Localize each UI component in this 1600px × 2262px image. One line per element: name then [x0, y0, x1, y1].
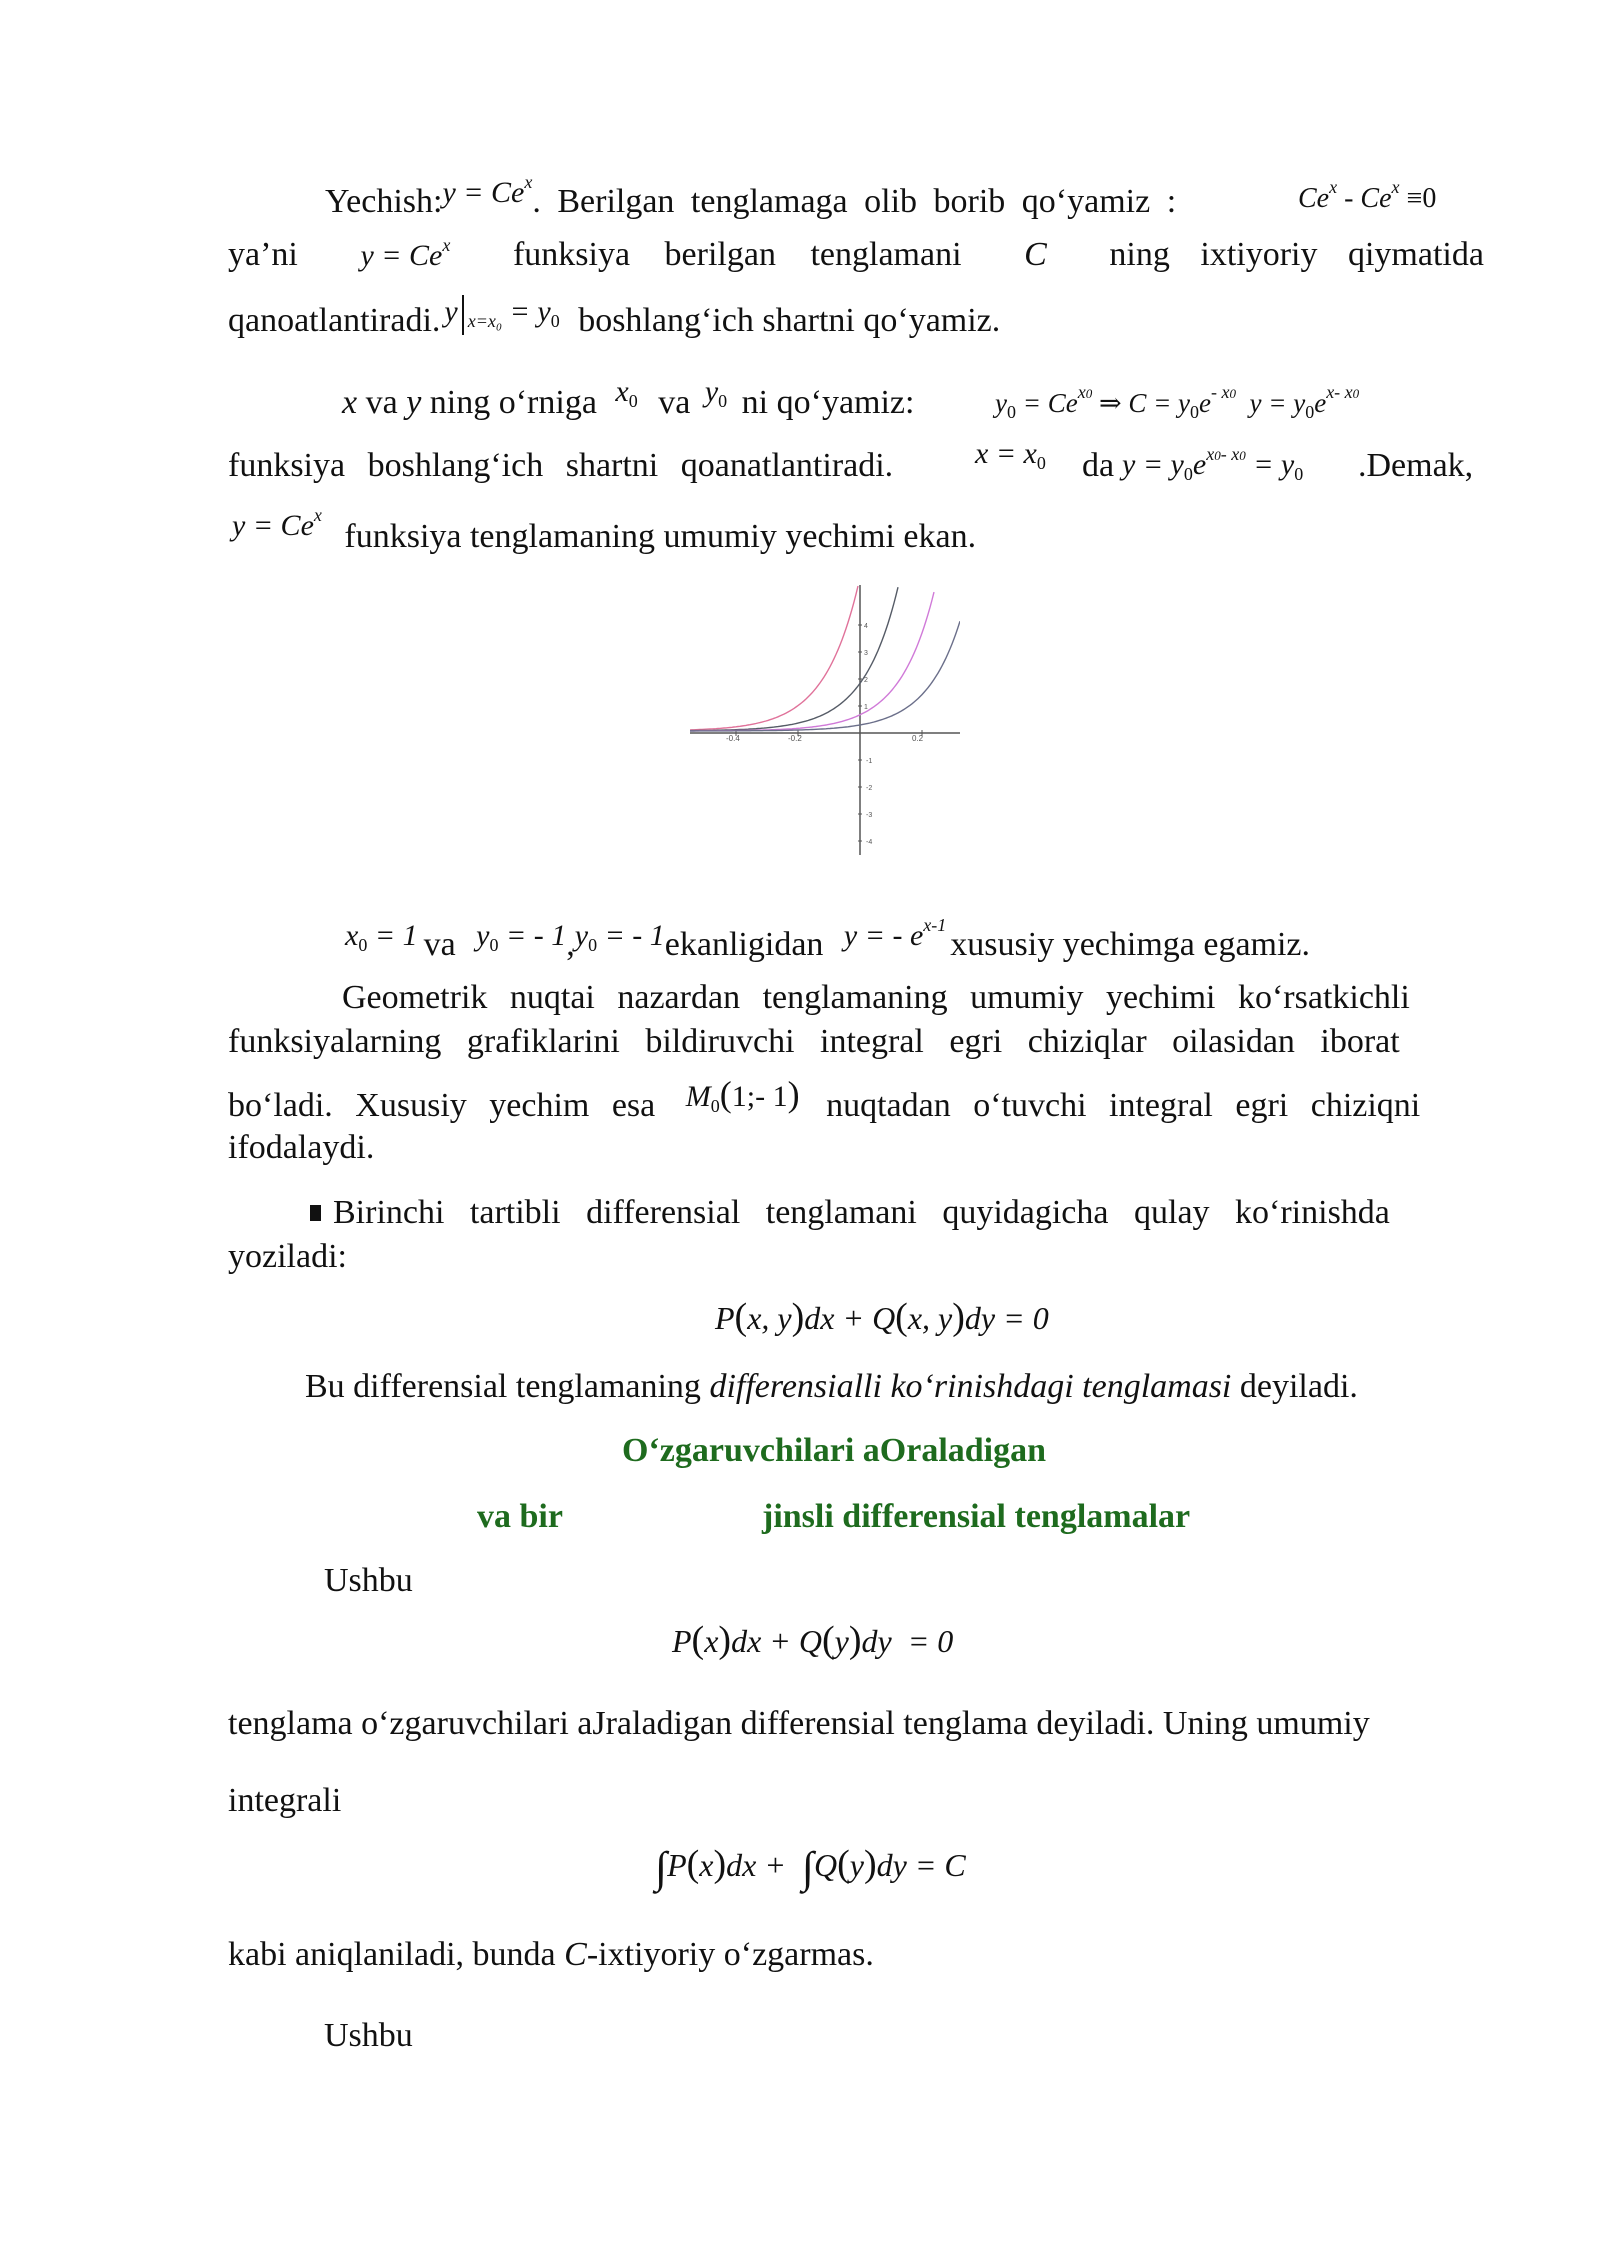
p4-line1: Geometrik nuqtai nazardan tenglamaning umumiy yechimi ko‘rsatkichli: [342, 979, 1410, 1016]
p1-line3: [228, 295, 1001, 351]
p1-line1: [325, 172, 1176, 223]
text: boshlang‘ich shartni qo‘yamiz.: [578, 302, 1001, 339]
text: ning ixtiyoriy qiymatida: [1109, 236, 1484, 273]
text: C: [1024, 236, 1047, 273]
p6-line: Bu differensial tenglamaning differensialli ko‘rinishdagi tenglamasi deyiladi.: [305, 1368, 1358, 1405]
formula: y $_{x=x_0} = y_0$: [444, 295, 559, 328]
p7-line2: integrali: [228, 1782, 342, 1819]
exponential-curves-graph: [690, 585, 960, 855]
formula: $y_0 = Ce^{x0}$ ⇒ $C = y_0e^{- x0}$ $y = y_0e^{x- x0}$: [995, 382, 1360, 422]
text: Yechish:: [325, 183, 443, 220]
equation: P(x)dx + Q(y)dy = 0: [672, 1619, 954, 1661]
p7-ushbu: Ushbu: [324, 1562, 413, 1599]
y-tick-label: -3: [866, 812, 873, 819]
text: funksiya berilgan tenglamani: [512, 236, 962, 273]
section-heading: O‘zgaruvchilari aOraladigan: [622, 1432, 1047, 1469]
equation: P(x, y)dx + Q(x, y)dy = 0: [715, 1296, 1049, 1338]
section-heading-line2b: jinsli differensial tenglamalar: [762, 1498, 1191, 1535]
y-tick-label: -2: [866, 785, 873, 792]
bullet-icon: [310, 1205, 321, 1221]
text: ya’ni: [228, 236, 298, 273]
p2-line2: funksiya boshlang‘ich shartni qoanatlantiradi.: [228, 447, 894, 484]
p5-line1: Birinchi tartibli differensial tenglamani quyidagicha qulay ko‘rinishda: [310, 1193, 1390, 1233]
y-tick-label: 2: [864, 677, 868, 684]
y-tick-label: -1: [866, 758, 873, 765]
p2-line1: x va y ning o‘rniga $x_0$ va $y_0$ ni qo‘yamiz:: [342, 375, 915, 421]
text: qanoatlantiradi.: [228, 302, 441, 339]
p4-line3: bo‘ladi. Xususiy yechim esa $M_0(1;-$ 1) nuqtadan o‘tuvchi integral egri chiziqni: [228, 1074, 1421, 1124]
p2-line3: $y = Ce^x$ funksiya tenglamaning umumiy yechimi ekan.: [232, 505, 977, 555]
x-tick-label: -0.2: [788, 734, 802, 743]
p7-ushbu2: Ushbu: [324, 2017, 413, 2054]
text: .Demak,: [1358, 447, 1474, 484]
text: da: [1082, 447, 1115, 484]
formula: $x = x_0$: [975, 437, 1046, 473]
x-tick-label: -0.4: [726, 734, 740, 743]
y-tick-label: 3: [864, 650, 868, 657]
formula: $y = Ce^x$: [442, 172, 533, 209]
p7-line3: kabi aniqlaniladi, bunda C-ixtiyoriy o‘zgarmas.: [228, 1936, 874, 1973]
integral-curve: [690, 586, 858, 730]
p5-line2: yoziladi:: [228, 1238, 347, 1275]
formula: $Ce^x - Ce^x \equiv 0$: [1298, 177, 1437, 214]
text: . Berilgan tenglamaga olib borib qo‘yamiz :: [532, 183, 1177, 220]
x-tick-label: 0.2: [912, 734, 924, 743]
p4-line2: funksiyalarning grafiklarini bildiruvchi integral egri chiziqlar oilasidan iborat: [228, 1023, 1400, 1060]
section-heading-line2a: va bir: [477, 1498, 563, 1535]
integral-curve: [690, 592, 934, 731]
y-tick-label: -4: [866, 839, 873, 846]
y-tick-label: 1: [864, 704, 868, 711]
equation: ∫P(x)dx + ∫Q(y)dy = C: [655, 1843, 966, 1892]
formula: $y = Ce^x$: [360, 235, 451, 272]
p3-line: $x_0 = 1$ va $y_0$ = - $1,y_0$ = - 1ekanligidan y = - $e^{x-1}xususiy$ yechimga egamiz.: [345, 915, 1311, 963]
p1-line2: [228, 235, 1484, 286]
p4-line4: ifodalaydi.: [228, 1129, 375, 1166]
y-tick-label: 4: [864, 623, 868, 630]
formula: $y = y_0e^{x0- x0} = y_0$: [1122, 444, 1304, 484]
p7-line1: tenglama o‘zgaruvchilari aJraladigan differensial tenglama deyiladi. Uning umumiy: [228, 1705, 1370, 1742]
